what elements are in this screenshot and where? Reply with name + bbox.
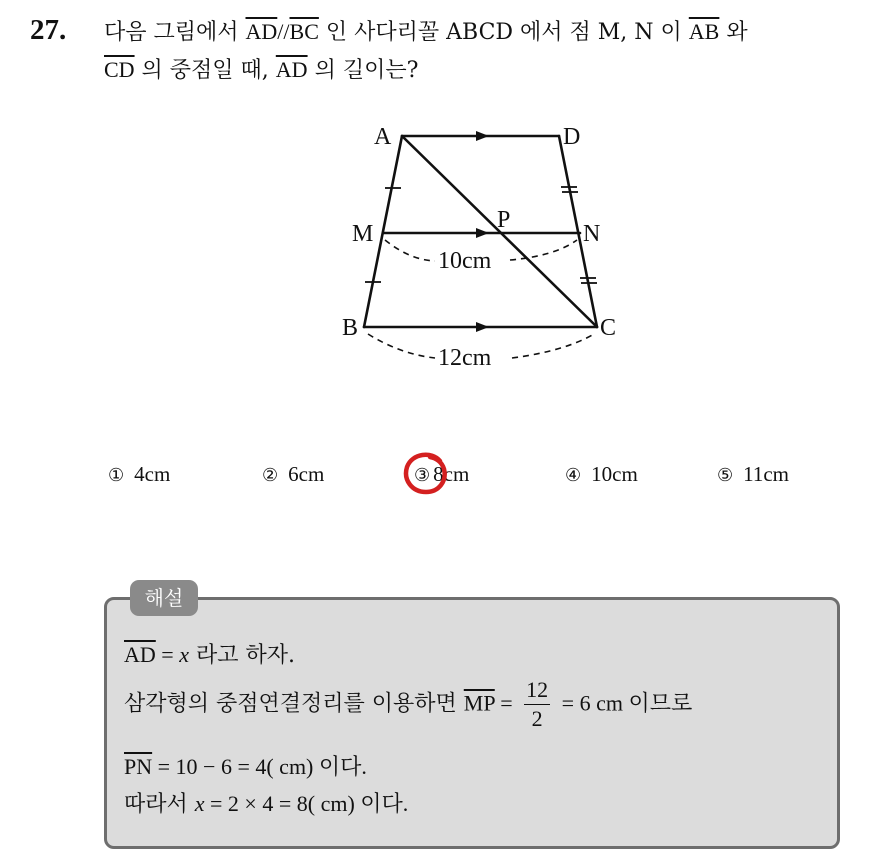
- dashed-arc-mn-left: [385, 240, 435, 261]
- dashed-arc-bc-right: [512, 334, 594, 358]
- question-text-line-1: 다음 그림에서 $\overline{AD}//\overline{BC}$ 인 사다리꼴 ABCD 에서 점 M, N 이 $\overline{AB}$ 와: [104, 19, 748, 45]
- question-number: 27.: [30, 14, 67, 46]
- solution-line-4: 따라서 x = 2 × 4 = 8( cm) 이다.: [124, 791, 409, 817]
- choice-3[interactable]: ③ 8cm: [414, 462, 470, 486]
- trapezoid-figure: [330, 110, 650, 380]
- label-m: M: [352, 221, 374, 247]
- dashed-arc-bc-left: [368, 334, 435, 358]
- answer-circle-mark-icon: [402, 447, 450, 499]
- fraction-12-over-2: $\frac{12}{2}$: [526, 677, 549, 731]
- arrow-bc-icon: [476, 322, 489, 332]
- question-text-line-2: $\overline{CD}$ 의 중점일 때, $\overline{AD}$ 의 길이는?: [104, 57, 419, 83]
- label-b: B: [342, 315, 359, 341]
- label-c: C: [600, 315, 617, 341]
- arrow-ad-icon: [476, 131, 489, 141]
- solution-line-3: $\overline{PN} = 10 - 6 = 4$( cm) 이다.: [124, 754, 367, 779]
- solution-line-2: 삼각형의 중점연결정리를 이용하면 $\overline{MP}$ = $\frac{12}{2}$ = 6 cm 이므로: [124, 677, 693, 731]
- solution-line-1: $\overline{AD} = x$ 라고 하자.: [124, 642, 295, 668]
- choice-4[interactable]: ④ 10cm: [565, 462, 638, 486]
- parallel-arrows: [476, 131, 489, 332]
- arrow-mn-icon: [476, 228, 489, 238]
- label-p: P: [497, 207, 511, 233]
- choice-5[interactable]: ⑤ 11cm: [717, 462, 790, 486]
- label-d: D: [563, 124, 581, 150]
- length-bc: 12cm: [438, 345, 492, 371]
- length-mn: 10cm: [438, 248, 492, 274]
- label-a: A: [374, 124, 392, 150]
- label-n: N: [583, 221, 601, 247]
- solution-tag: 해설: [130, 580, 198, 616]
- choice-2[interactable]: ② 6cm: [262, 462, 325, 486]
- choice-1[interactable]: ① 4cm: [108, 462, 171, 486]
